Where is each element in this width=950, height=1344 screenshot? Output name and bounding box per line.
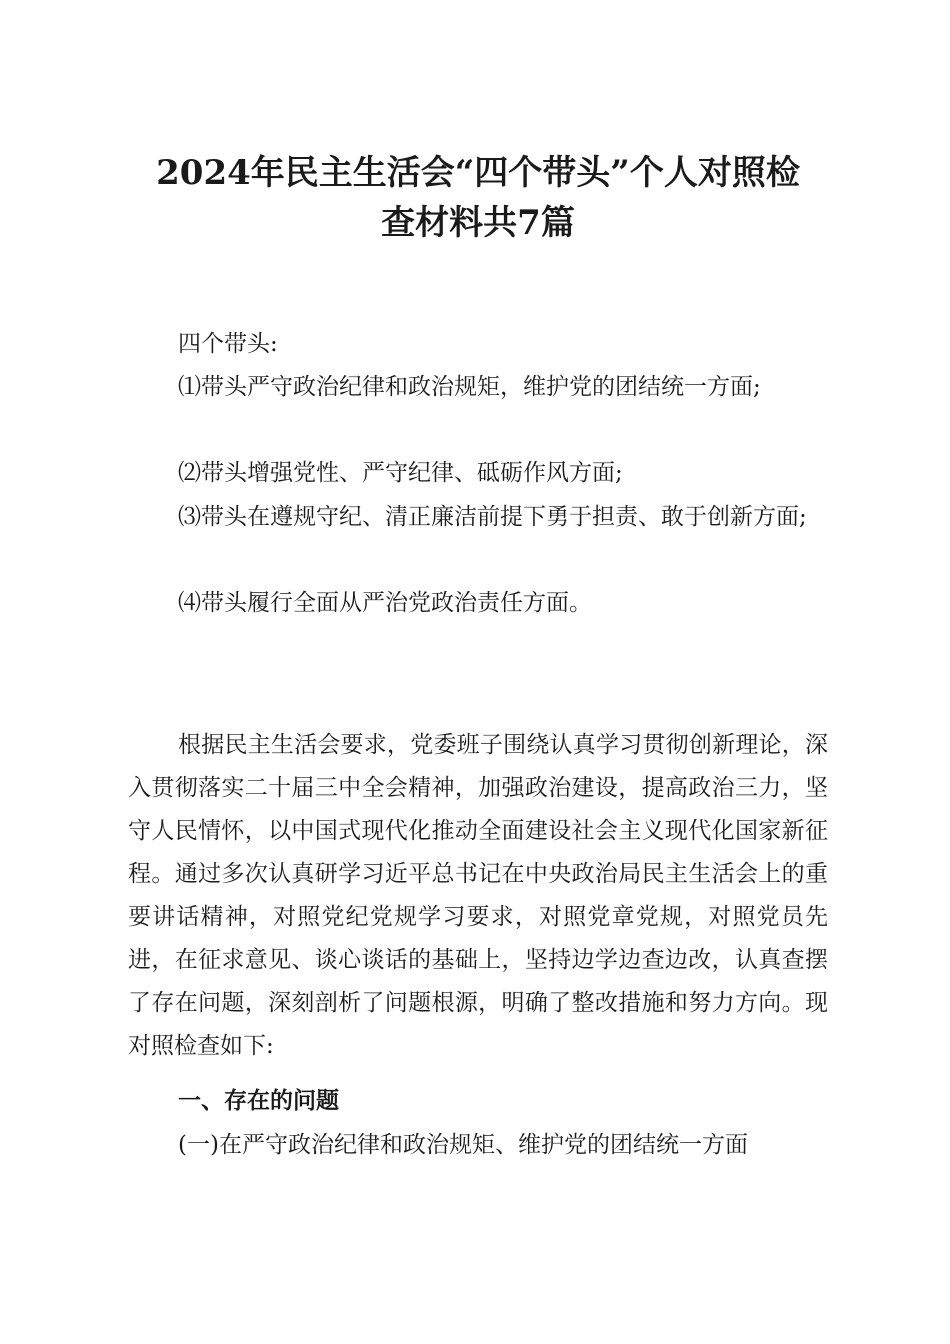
section-1-heading: 一、存在的问题 (178, 1088, 339, 1114)
subsection-1-heading: (一)在严守政治纪律和政治规矩、维护党的团结统一方面 (178, 1132, 748, 1158)
four-lead-item-4: ⑷带头履行全面从严治党政治责任方面。 (178, 590, 592, 616)
document-title-line-2: 查材料共7篇 (381, 203, 575, 243)
document-title-line-1: 2024年民主生活会“四个带头”个人对照检 (156, 153, 800, 193)
four-lead-item-1: ⑴带头严守政治纪律和政治规矩，维护党的团结统一方面; (178, 374, 761, 400)
intro-paragraph: 根据民主生活会要求，党委班子围绕认真学习贯彻创新理论，深入贯彻落实二十届三中全会精神，加强政治建设，提高政治三力，坚守人民情怀，以中国式现代化推动全面建设社会主义现代化国家新征程。通过多次认真研学习近平总书记在中央政治局民主生活会上的重要讲话精神，对照党纪党规学习要求，对照党章党规，对照党员先进，在征求意见、谈心谈话的基础上，坚持边学边查边改，认真查摆了存在问题，深刻剖析了问题根源，明确了整改措施和努力方向。现对照检查如下: (128, 732, 828, 1059)
four-lead-item-3: ⑶带头在遵规守纪、清正廉洁前提下勇于担责、敢于创新方面; (178, 504, 807, 530)
four-lead-item-2: ⑵带头增强党性、严守纪律、砥砺作风方面; (178, 460, 623, 486)
four-lead-heading: 四个带头: (178, 331, 278, 357)
